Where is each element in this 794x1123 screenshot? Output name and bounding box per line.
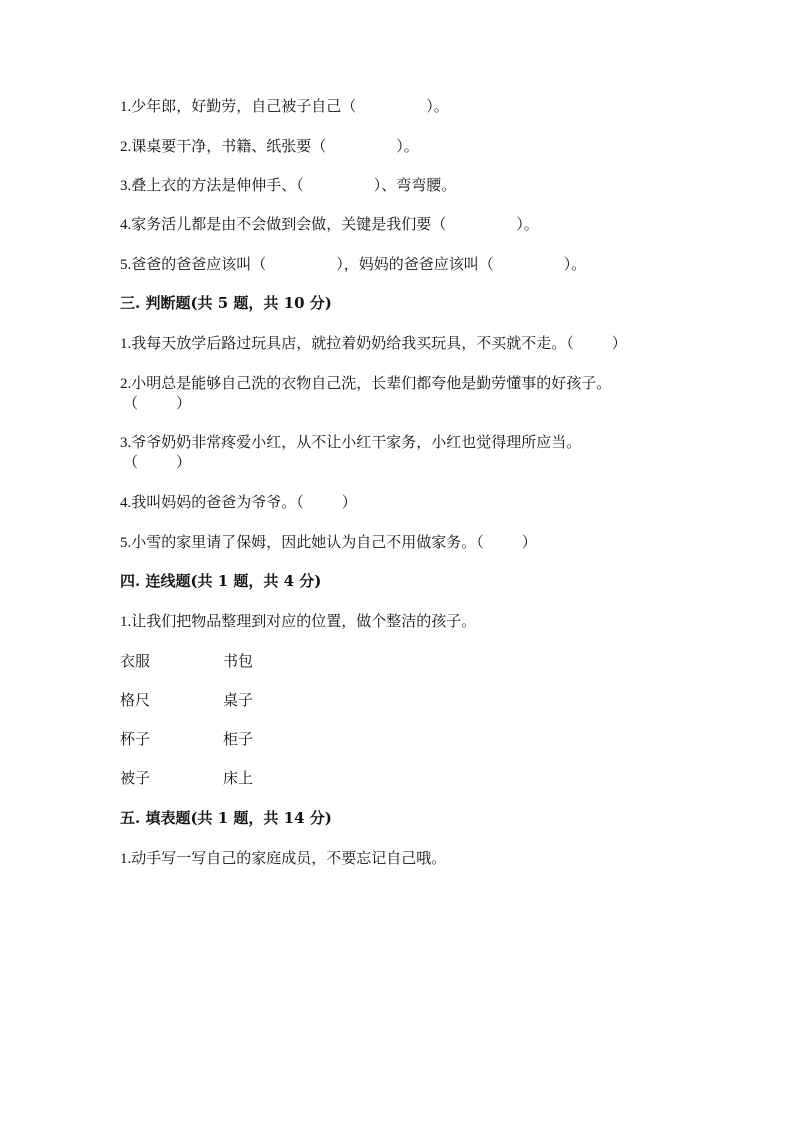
match-right-item[interactable]: 柜子 <box>223 730 254 748</box>
question-text: 家务活儿都是由不会做到会做，关键是我们要（ <box>131 215 447 233</box>
table-question-1 <box>120 848 446 869</box>
question-text: 课桌要干净，书籍、纸张要（ <box>131 137 327 155</box>
question-text-end: ）。 <box>396 137 419 155</box>
judge-question-3-answer <box>123 452 191 472</box>
match-right-item[interactable]: 书包 <box>223 652 254 670</box>
judge-question-2-answer <box>123 393 191 413</box>
match-right-item[interactable]: 桌子 <box>223 691 254 709</box>
question-text: 小明总是能够自己洗的衣物自己洗，长辈们都夸他是勤劳懂事的好孩子。 <box>131 374 612 392</box>
judge-question-5 <box>120 532 537 553</box>
question-number: 4. <box>120 495 132 511</box>
question-number: 2. <box>120 376 132 392</box>
fill-question-2 <box>120 136 419 157</box>
question-text: 小雪的家里请了保姆，因此她认为自己不用做家务。（ <box>131 533 484 551</box>
match-right-item[interactable]: 床上 <box>223 769 254 787</box>
open-paren: （ <box>123 394 139 412</box>
close-paren: ） <box>341 493 357 511</box>
question-number: 1. <box>120 614 132 630</box>
question-text-end: ）。 <box>426 97 449 115</box>
question-text-end: ）。 <box>563 255 587 273</box>
fill-question-4 <box>120 214 539 235</box>
open-paren: （ <box>123 453 139 471</box>
question-text: 动手写一写自己的家庭成员，不要忘记自己哦。 <box>131 849 447 867</box>
section-4-heading: 四. 连线题(共 1 题，共 4 分) <box>120 572 322 590</box>
close-paren: ） <box>521 533 537 551</box>
question-number: 5. <box>120 535 132 551</box>
question-text: 我每天放学后路过玩具店，就拉着奶奶给我买玩具，不买就不走。（ <box>131 334 574 352</box>
section-5-heading: 五. 填表题(共 1 题，共 14 分) <box>120 809 332 827</box>
match-left-item[interactable]: 杯子 <box>120 730 151 748</box>
close-paren: ） <box>176 394 192 412</box>
question-text: 让我们把物品整理到对应的位置，做个整洁的孩子。 <box>131 612 477 630</box>
question-text: 我叫妈妈的爸爸为爷爷。（ <box>131 493 304 511</box>
question-number: 4. <box>120 217 132 233</box>
question-text-middle: ），妈妈的爸爸应该叫（ <box>336 255 494 273</box>
judge-question-3 <box>120 432 581 453</box>
question-text: 爷爷奶奶非常疼爱小红，从不让小红干家务，小红也觉得理所应当。 <box>131 433 582 451</box>
match-left-item[interactable]: 被子 <box>120 769 151 787</box>
question-number: 5. <box>120 257 132 273</box>
close-paren: ） <box>611 334 627 352</box>
judge-question-4 <box>120 492 357 513</box>
judge-question-1 <box>120 333 627 354</box>
fill-question-3 <box>120 175 456 196</box>
question-text: 爸爸的爸爸应该叫（ <box>131 255 267 273</box>
match-question-1 <box>120 611 476 632</box>
question-number: 1. <box>120 99 132 115</box>
question-number: 1. <box>120 851 132 867</box>
question-text-end: ）。 <box>516 215 539 233</box>
close-paren: ） <box>176 453 192 471</box>
fill-question-1 <box>120 96 449 117</box>
question-number: 3. <box>120 435 132 451</box>
section-3-heading: 三. 判断题(共 5 题，共 10 分) <box>120 294 332 312</box>
match-left-item[interactable]: 衣服 <box>120 652 151 670</box>
judge-question-2 <box>120 373 611 394</box>
question-number: 3. <box>120 178 132 194</box>
question-text: 叠上衣的方法是伸伸手、（ <box>131 176 304 194</box>
question-text: 少年郎，好勤劳，自己被子自己（ <box>131 97 357 115</box>
question-number: 2. <box>120 139 132 155</box>
fill-question-5 <box>120 254 586 275</box>
question-number: 1. <box>120 336 132 352</box>
question-text-end: ）、弯弯腰。 <box>373 176 457 194</box>
match-left-item[interactable]: 格尺 <box>120 691 151 709</box>
